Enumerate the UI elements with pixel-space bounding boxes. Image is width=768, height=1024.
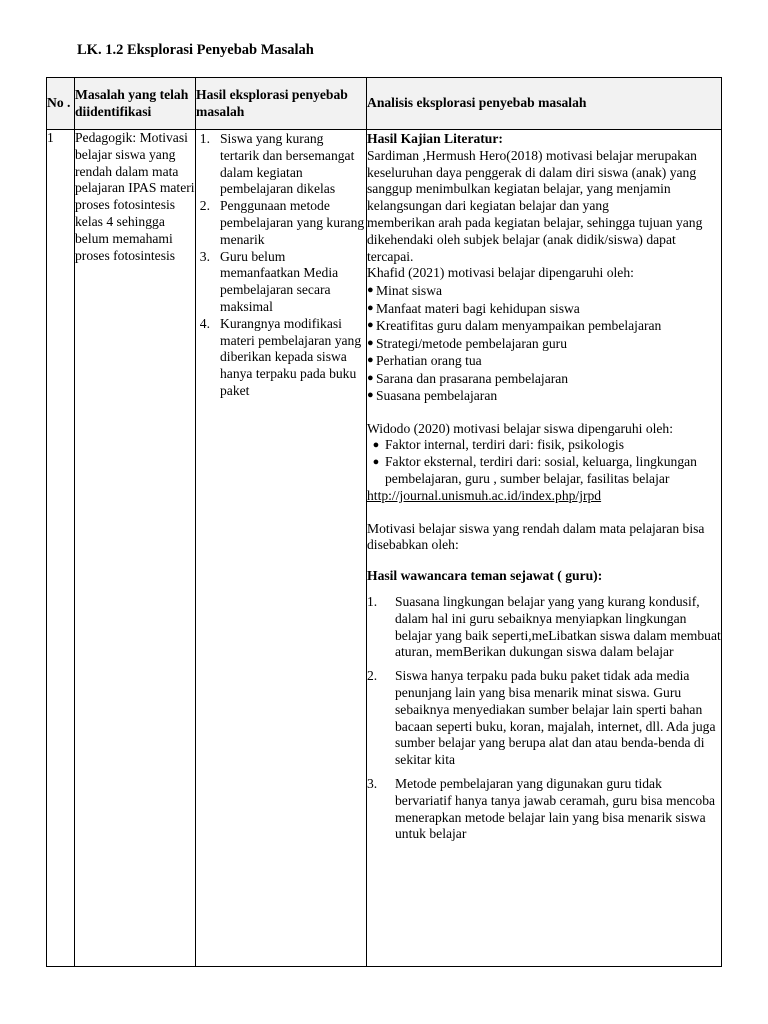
header-no: No . bbox=[47, 78, 75, 130]
bullet-icon: ● bbox=[372, 456, 380, 469]
list-item: ● Sarana dan prasarana pembelajaran bbox=[367, 370, 569, 386]
row-number: 1 bbox=[47, 130, 75, 967]
bullet-icon: ● bbox=[367, 319, 374, 332]
spacer bbox=[367, 505, 721, 521]
list-item: ● Manfaat materi bagi kehidupan siswa bbox=[367, 300, 580, 316]
hasil-cell bbox=[196, 130, 367, 967]
list-item: 2. Siswa hanya terpaku pada buku paket tidak ada media penunjang lain yang bisa menarik minat siswa. Guru sebaiknya menyediakan sumber belajar lain sperti bahan bacaan seperti buku, koran, majalah, internet, dll. Ada juga sumber belajar yang berupa alat dan atau benda-benda di sekitar kita bbox=[367, 668, 716, 768]
interview-list bbox=[367, 594, 721, 843]
exploration-table bbox=[46, 77, 722, 967]
khafid-list bbox=[367, 282, 721, 405]
bullet-icon: ● bbox=[367, 354, 374, 367]
bullet-icon: ● bbox=[372, 439, 380, 452]
header-hasil: Hasil eksplorasi penyebab masalah bbox=[196, 78, 367, 130]
page-title: LK. 1.2 Eksplorasi Penyebab Masalah bbox=[77, 42, 314, 58]
table-row bbox=[47, 130, 722, 967]
list-item: 1. Suasana lingkungan belajar yang yang kurang kondusif, dalam hal ini guru sebaiknya menyiapkan lingkungan belajar yang baik seperti,meLibatkan siswa dalam membuat aturan, memBerikan dukungan siswa dalam belajar bbox=[367, 594, 721, 660]
masalah-cell: Pedagogik: Motivasi belajar siswa yang rendah dalam mata pelajaran IPAS materi proses fotosintesis kelas 4 sehingga belum memahami proses fotosintesis bbox=[75, 130, 196, 967]
list-item: ● Strategi/metode pembelajaran guru bbox=[367, 335, 567, 351]
list-item: ● Faktor internal, terdiri dari: fisik, psikologis bbox=[367, 437, 721, 454]
khafid-paragraph: Khafid (2021) motivasi belajar dipengaruhi oleh: bbox=[367, 265, 634, 281]
list-item: ● Perhatian orang tua bbox=[367, 353, 482, 369]
list-item: ● Minat siswa bbox=[367, 283, 443, 299]
list-item: ● Suasana pembelajaran bbox=[367, 388, 498, 404]
interview-heading: Hasil wawancara teman sejawat ( guru): bbox=[367, 568, 603, 584]
widodo-list bbox=[367, 437, 721, 487]
list-item: 3. Metode pembelajaran yang digunakan guru tidak bervariatif hanya tanya jawab ceramah, guru bisa mencoba menerapkan metode belajar lain yang bisa menarik siswa untuk belajar bbox=[367, 776, 716, 842]
list-item: 4. Kurangnya modifikasi materi pembelajaran yang diberikan kepada siswa hanya terpaku pada buku paket bbox=[199, 315, 362, 398]
bullet-icon: ● bbox=[367, 389, 374, 402]
header-analisis: Analisis eksplorasi penyebab masalah bbox=[367, 78, 722, 130]
bullet-icon: ● bbox=[367, 371, 374, 384]
sardiman-paragraph: Sardiman ,Hermush Hero(2018) motivasi belajar merupakan keseluruhan daya penggerak di dalam diri siswa (anak) yang sanggup menimbulkan kegiatan belajar, yang menjamin kelangsungan dari kegiatan belajar dan yang bbox=[367, 147, 697, 214]
hasil-list bbox=[196, 131, 366, 400]
analisis-cell bbox=[367, 130, 722, 967]
table-header-row bbox=[47, 78, 722, 130]
bullet-icon: ● bbox=[367, 301, 374, 314]
list-item: 1. Siswa yang kurang tertarik dan bersemangat dalam kegiatan pembelajaran dikelas bbox=[199, 131, 355, 197]
sardiman-continuation: memberikan arah pada kegiatan belajar, sehingga tujuan yang dikehendaki oleh subjek belajar (anak didik/siswa) dapat tercapai. bbox=[367, 214, 703, 264]
spacer bbox=[367, 405, 721, 421]
bullet-icon: ● bbox=[367, 336, 374, 349]
widodo-paragraph: Widodo (2020) motivasi belajar siswa dipengaruhi oleh: bbox=[367, 420, 673, 436]
motivasi-paragraph: Motivasi belajar siswa yang rendah dalam mata pelajaran bisa disebabkan oleh: bbox=[367, 520, 705, 553]
list-item: 3. Guru belum memanfaatkan Media pembelajaran secara maksimal bbox=[199, 248, 339, 314]
list-item: ● Faktor eksternal, terdiri dari: sosial, keluarga, lingkungan pembelajaran, guru , sumber belajar, fasilitas belajar bbox=[367, 454, 721, 488]
bullet-icon: ● bbox=[367, 284, 374, 297]
list-item: ● Kreatifitas guru dalam menyampaikan pembelajaran bbox=[367, 318, 662, 334]
list-item: 2. Penggunaan metode pembelajaran yang kurang menarik bbox=[199, 198, 365, 247]
literature-heading: Hasil Kajian Literatur: bbox=[367, 131, 503, 146]
journal-link[interactable]: http://journal.unismuh.ac.id/index.php/jrpd bbox=[367, 487, 602, 503]
header-masalah: Masalah yang telah diidentifikasi bbox=[75, 78, 196, 130]
